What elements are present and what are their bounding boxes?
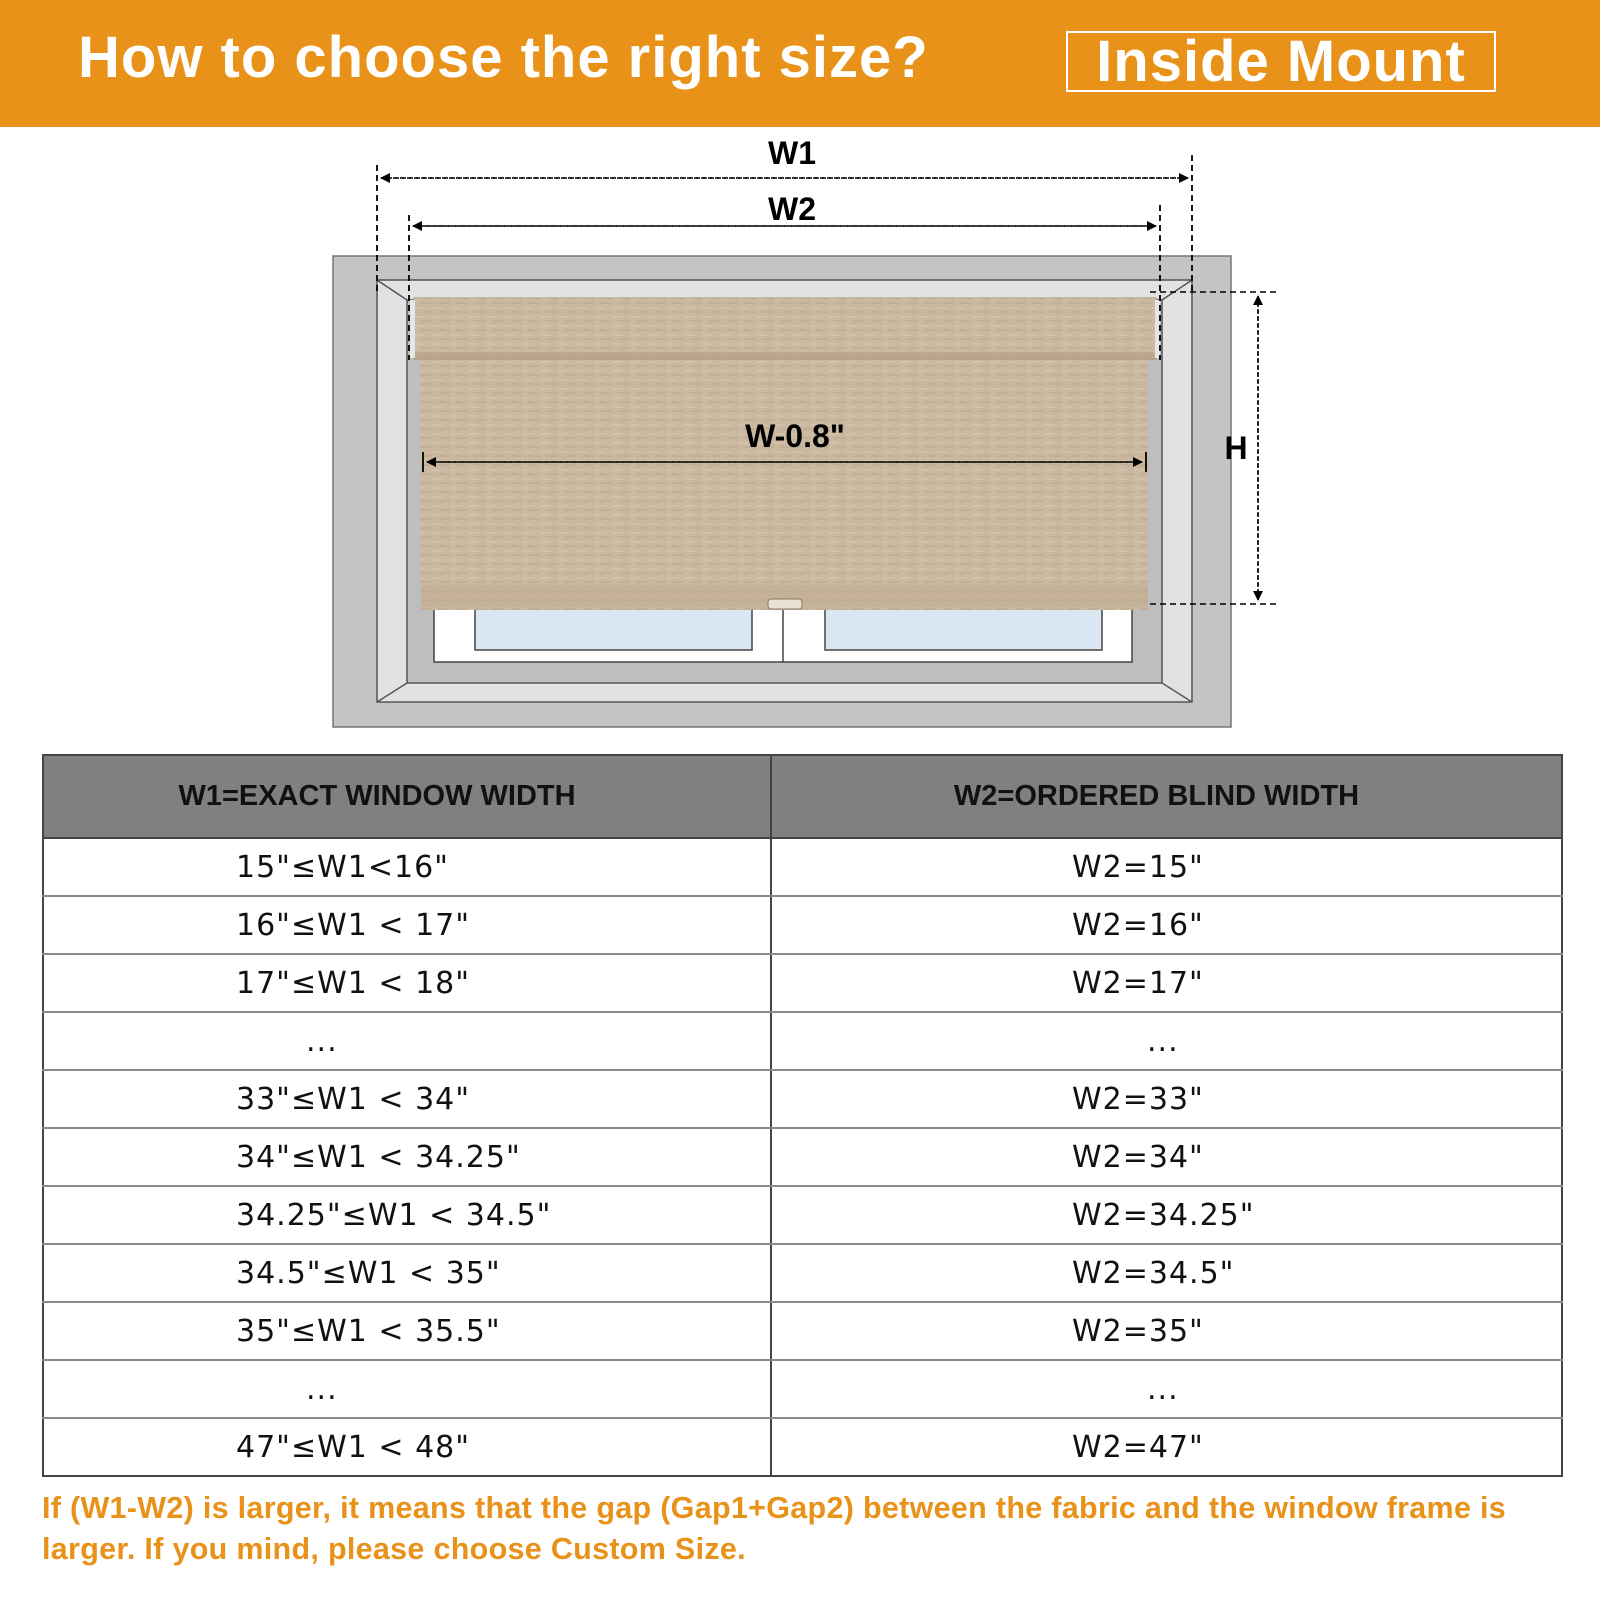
window-width-cell: 17"≤W1 < 18" xyxy=(43,954,771,1012)
shade-width-label: W-0.8" xyxy=(745,418,845,454)
w2-label: W2 xyxy=(768,191,816,227)
w1-label: W1 xyxy=(768,135,816,171)
table-row xyxy=(43,1070,1562,1128)
window-width-cell: 15"≤W1<16" xyxy=(43,838,771,896)
blind-width-cell: ... xyxy=(771,1012,1562,1070)
blind-width-cell: W2=17" xyxy=(771,954,1562,1012)
page-title: How to choose the right size? xyxy=(78,25,929,90)
window-width-cell: 34.5"≤W1 < 35" xyxy=(43,1244,771,1302)
blind-width-cell: W2=15" xyxy=(771,838,1562,896)
window-width-cell: 47"≤W1 < 48" xyxy=(43,1418,771,1476)
window-width-cell: ... xyxy=(43,1012,771,1070)
blind-width-cell: W2=33" xyxy=(771,1070,1562,1128)
table-row xyxy=(43,1360,1562,1418)
table-header-row xyxy=(43,755,1562,838)
height-label: H xyxy=(1224,430,1248,466)
blind-width-cell: W2=34.25" xyxy=(771,1186,1562,1244)
window-width-cell: ... xyxy=(43,1360,771,1418)
shade-pull-tab xyxy=(768,599,802,609)
table-row xyxy=(43,896,1562,954)
size-chart-table xyxy=(42,754,1563,1477)
table-row xyxy=(43,1128,1562,1186)
blind-width-cell: W2=34.5" xyxy=(771,1244,1562,1302)
blind-width-cell: W2=47" xyxy=(771,1418,1562,1476)
table-row xyxy=(43,1186,1562,1244)
table-row xyxy=(43,1302,1562,1360)
table-row xyxy=(43,954,1562,1012)
w1-arrowhead-left xyxy=(378,170,379,171)
window-width-cell: 35"≤W1 < 35.5" xyxy=(43,1302,771,1360)
window-width-cell: 34.25"≤W1 < 34.5" xyxy=(43,1186,771,1244)
window-width-cell: 33"≤W1 < 34" xyxy=(43,1070,771,1128)
window-width-cell: 16"≤W1 < 17" xyxy=(43,896,771,954)
shade-cassette xyxy=(414,298,1156,359)
blind-width-cell: ... xyxy=(771,1360,1562,1418)
custom-size-note: If (W1-W2) is larger, it means that the gap (Gap1+Gap2) between the fabric and the window frame is larger. If you mind, please choose Custom Size. xyxy=(42,1491,1507,1566)
table-row xyxy=(43,1418,1562,1476)
window-measurement-diagram xyxy=(0,127,1600,737)
blind-width-cell: W2=34" xyxy=(771,1128,1562,1186)
column-header-blind-width: W2=ORDERED BLIND WIDTH xyxy=(771,755,1562,838)
blind-width-cell: W2=35" xyxy=(771,1302,1562,1360)
table-row xyxy=(43,1244,1562,1302)
table-row xyxy=(43,1012,1562,1070)
mount-type-badge: Inside Mount xyxy=(1066,31,1496,92)
table-row xyxy=(43,838,1562,896)
shade-fabric xyxy=(421,355,1148,610)
window-width-cell: 34"≤W1 < 34.25" xyxy=(43,1128,771,1186)
blind-width-cell: W2=16" xyxy=(771,896,1562,954)
column-header-window-width: W1=EXACT WINDOW WIDTH xyxy=(43,755,771,838)
header-banner xyxy=(0,0,1600,127)
